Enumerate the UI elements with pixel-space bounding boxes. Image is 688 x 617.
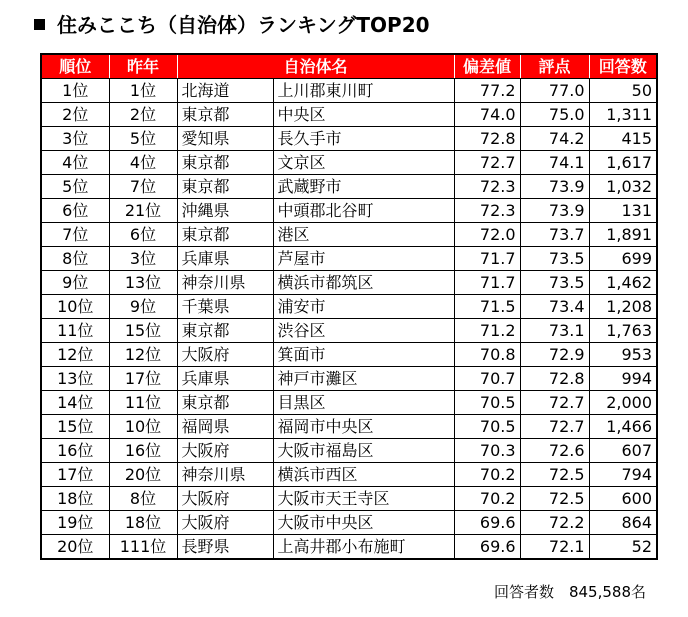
cell-prefecture: 愛知県	[177, 127, 273, 151]
cell-rank: 15位	[41, 415, 109, 439]
cell-score: 73.9	[520, 175, 589, 199]
cell-city: 芦屋市	[273, 247, 454, 271]
cell-prev-year: 16位	[109, 439, 177, 463]
cell-deviation: 70.3	[454, 439, 520, 463]
cell-prev-year: 17位	[109, 367, 177, 391]
table-row	[41, 415, 657, 439]
cell-score: 72.2	[520, 511, 589, 535]
cell-score: 72.7	[520, 391, 589, 415]
table-row	[41, 439, 657, 463]
cell-responses: 1,032	[589, 175, 657, 199]
cell-prev-year: 10位	[109, 415, 177, 439]
cell-score: 73.9	[520, 199, 589, 223]
cell-score: 72.5	[520, 463, 589, 487]
cell-score: 77.0	[520, 79, 589, 103]
cell-responses: 1,891	[589, 223, 657, 247]
cell-prefecture: 東京都	[177, 319, 273, 343]
cell-prefecture: 大阪府	[177, 511, 273, 535]
cell-prefecture: 大阪府	[177, 487, 273, 511]
cell-city: 大阪市中央区	[273, 511, 454, 535]
table-row	[41, 175, 657, 199]
cell-city: 上高井郡小布施町	[273, 535, 454, 560]
cell-prev-year: 15位	[109, 319, 177, 343]
cell-prev-year: 6位	[109, 223, 177, 247]
cell-responses: 794	[589, 463, 657, 487]
cell-deviation: 69.6	[454, 535, 520, 560]
cell-prefecture: 沖縄県	[177, 199, 273, 223]
cell-prev-year: 5位	[109, 127, 177, 151]
cell-score: 74.2	[520, 127, 589, 151]
cell-prefecture: 兵庫県	[177, 247, 273, 271]
cell-prefecture: 東京都	[177, 151, 273, 175]
cell-responses: 131	[589, 199, 657, 223]
cell-score: 72.7	[520, 415, 589, 439]
cell-city: 中央区	[273, 103, 454, 127]
cell-score: 75.0	[520, 103, 589, 127]
ranking-table	[40, 53, 658, 560]
cell-score: 72.5	[520, 487, 589, 511]
cell-city: 上川郡東川町	[273, 79, 454, 103]
cell-prefecture: 東京都	[177, 175, 273, 199]
cell-rank: 5位	[41, 175, 109, 199]
table-row	[41, 319, 657, 343]
cell-rank: 1位	[41, 79, 109, 103]
cell-deviation: 70.2	[454, 463, 520, 487]
cell-responses: 864	[589, 511, 657, 535]
cell-prefecture: 大阪府	[177, 439, 273, 463]
cell-prefecture: 神奈川県	[177, 271, 273, 295]
cell-deviation: 70.2	[454, 487, 520, 511]
cell-responses: 50	[589, 79, 657, 103]
table-row	[41, 511, 657, 535]
cell-prev-year: 111位	[109, 535, 177, 560]
cell-deviation: 71.7	[454, 247, 520, 271]
table-row	[41, 79, 657, 103]
cell-prefecture: 神奈川県	[177, 463, 273, 487]
cell-rank: 18位	[41, 487, 109, 511]
cell-city: 横浜市都筑区	[273, 271, 454, 295]
cell-score: 73.5	[520, 271, 589, 295]
table-row	[41, 103, 657, 127]
cell-score: 72.1	[520, 535, 589, 560]
table-row	[41, 343, 657, 367]
cell-rank: 16位	[41, 439, 109, 463]
cell-deviation: 77.2	[454, 79, 520, 103]
cell-city: 大阪市天王寺区	[273, 487, 454, 511]
cell-rank: 7位	[41, 223, 109, 247]
cell-prev-year: 18位	[109, 511, 177, 535]
cell-deviation: 72.0	[454, 223, 520, 247]
cell-score: 72.6	[520, 439, 589, 463]
cell-deviation: 71.5	[454, 295, 520, 319]
cell-city: 武蔵野市	[273, 175, 454, 199]
cell-rank: 8位	[41, 247, 109, 271]
cell-deviation: 72.3	[454, 199, 520, 223]
cell-responses: 600	[589, 487, 657, 511]
column-header-prev-year: 昨年	[109, 54, 177, 79]
cell-rank: 2位	[41, 103, 109, 127]
cell-responses: 953	[589, 343, 657, 367]
cell-rank: 17位	[41, 463, 109, 487]
page-title-text: 住みここち（自治体）ランキングTOP20	[57, 13, 430, 37]
cell-city: 目黒区	[273, 391, 454, 415]
table-body	[41, 79, 657, 560]
cell-prefecture: 長野県	[177, 535, 273, 560]
cell-rank: 13位	[41, 367, 109, 391]
cell-prefecture: 兵庫県	[177, 367, 273, 391]
cell-responses: 607	[589, 439, 657, 463]
cell-responses: 1,617	[589, 151, 657, 175]
cell-rank: 6位	[41, 199, 109, 223]
cell-rank: 3位	[41, 127, 109, 151]
table-row	[41, 391, 657, 415]
cell-prefecture: 東京都	[177, 391, 273, 415]
cell-responses: 1,311	[589, 103, 657, 127]
cell-responses: 2,000	[589, 391, 657, 415]
cell-prefecture: 東京都	[177, 223, 273, 247]
cell-deviation: 70.8	[454, 343, 520, 367]
cell-score: 73.1	[520, 319, 589, 343]
cell-responses: 415	[589, 127, 657, 151]
column-header-score: 評点	[520, 54, 589, 79]
cell-prefecture: 大阪府	[177, 343, 273, 367]
cell-score: 72.9	[520, 343, 589, 367]
cell-prev-year: 8位	[109, 487, 177, 511]
cell-city: 福岡市中央区	[273, 415, 454, 439]
cell-rank: 10位	[41, 295, 109, 319]
cell-prefecture: 千葉県	[177, 295, 273, 319]
cell-city: 渋谷区	[273, 319, 454, 343]
table-row	[41, 247, 657, 271]
column-header-deviation: 偏差値	[454, 54, 520, 79]
cell-city: 港区	[273, 223, 454, 247]
cell-city: 横浜市西区	[273, 463, 454, 487]
column-header-rank: 順位	[41, 54, 109, 79]
cell-responses: 1,763	[589, 319, 657, 343]
cell-prev-year: 2位	[109, 103, 177, 127]
cell-city: 大阪市福島区	[273, 439, 454, 463]
cell-deviation: 72.7	[454, 151, 520, 175]
table-row	[41, 199, 657, 223]
cell-rank: 4位	[41, 151, 109, 175]
cell-score: 73.4	[520, 295, 589, 319]
cell-rank: 11位	[41, 319, 109, 343]
cell-city: 浦安市	[273, 295, 454, 319]
cell-city: 中頭郡北谷町	[273, 199, 454, 223]
cell-city: 箕面市	[273, 343, 454, 367]
cell-responses: 994	[589, 367, 657, 391]
cell-rank: 14位	[41, 391, 109, 415]
respondent-count: 回答者数 845,588名	[493, 583, 646, 601]
cell-deviation: 74.0	[454, 103, 520, 127]
cell-deviation: 71.2	[454, 319, 520, 343]
cell-score: 73.7	[520, 223, 589, 247]
cell-prev-year: 1位	[109, 79, 177, 103]
table-row	[41, 487, 657, 511]
cell-rank: 19位	[41, 511, 109, 535]
cell-deviation: 71.7	[454, 271, 520, 295]
page-title	[34, 10, 430, 40]
cell-prev-year: 3位	[109, 247, 177, 271]
table-row	[41, 151, 657, 175]
cell-responses: 1,466	[589, 415, 657, 439]
cell-prev-year: 4位	[109, 151, 177, 175]
cell-responses: 1,208	[589, 295, 657, 319]
table-row	[41, 463, 657, 487]
cell-prev-year: 12位	[109, 343, 177, 367]
table-header-row	[41, 54, 657, 79]
cell-responses: 52	[589, 535, 657, 560]
cell-prev-year: 20位	[109, 463, 177, 487]
cell-prev-year: 7位	[109, 175, 177, 199]
cell-score: 72.8	[520, 367, 589, 391]
cell-deviation: 69.6	[454, 511, 520, 535]
cell-rank: 9位	[41, 271, 109, 295]
cell-city: 文京区	[273, 151, 454, 175]
cell-prefecture: 北海道	[177, 79, 273, 103]
table-row	[41, 535, 657, 560]
table-row	[41, 127, 657, 151]
cell-prefecture: 福岡県	[177, 415, 273, 439]
cell-deviation: 72.8	[454, 127, 520, 151]
table-row	[41, 223, 657, 247]
cell-rank: 12位	[41, 343, 109, 367]
cell-city: 長久手市	[273, 127, 454, 151]
cell-prefecture: 東京都	[177, 103, 273, 127]
cell-deviation: 72.3	[454, 175, 520, 199]
column-header-responses: 回答数	[589, 54, 657, 79]
cell-responses: 1,462	[589, 271, 657, 295]
cell-rank: 20位	[41, 535, 109, 560]
cell-prev-year: 13位	[109, 271, 177, 295]
cell-deviation: 70.5	[454, 391, 520, 415]
cell-deviation: 70.7	[454, 367, 520, 391]
table-row	[41, 367, 657, 391]
cell-prev-year: 9位	[109, 295, 177, 319]
column-header-municipality: 自治体名	[177, 54, 454, 79]
cell-city: 神戸市灘区	[273, 367, 454, 391]
table-row	[41, 295, 657, 319]
square-bullet-icon	[34, 19, 45, 30]
cell-prev-year: 11位	[109, 391, 177, 415]
cell-score: 73.5	[520, 247, 589, 271]
cell-responses: 699	[589, 247, 657, 271]
cell-prev-year: 21位	[109, 199, 177, 223]
cell-deviation: 70.5	[454, 415, 520, 439]
cell-score: 74.1	[520, 151, 589, 175]
table-row	[41, 271, 657, 295]
